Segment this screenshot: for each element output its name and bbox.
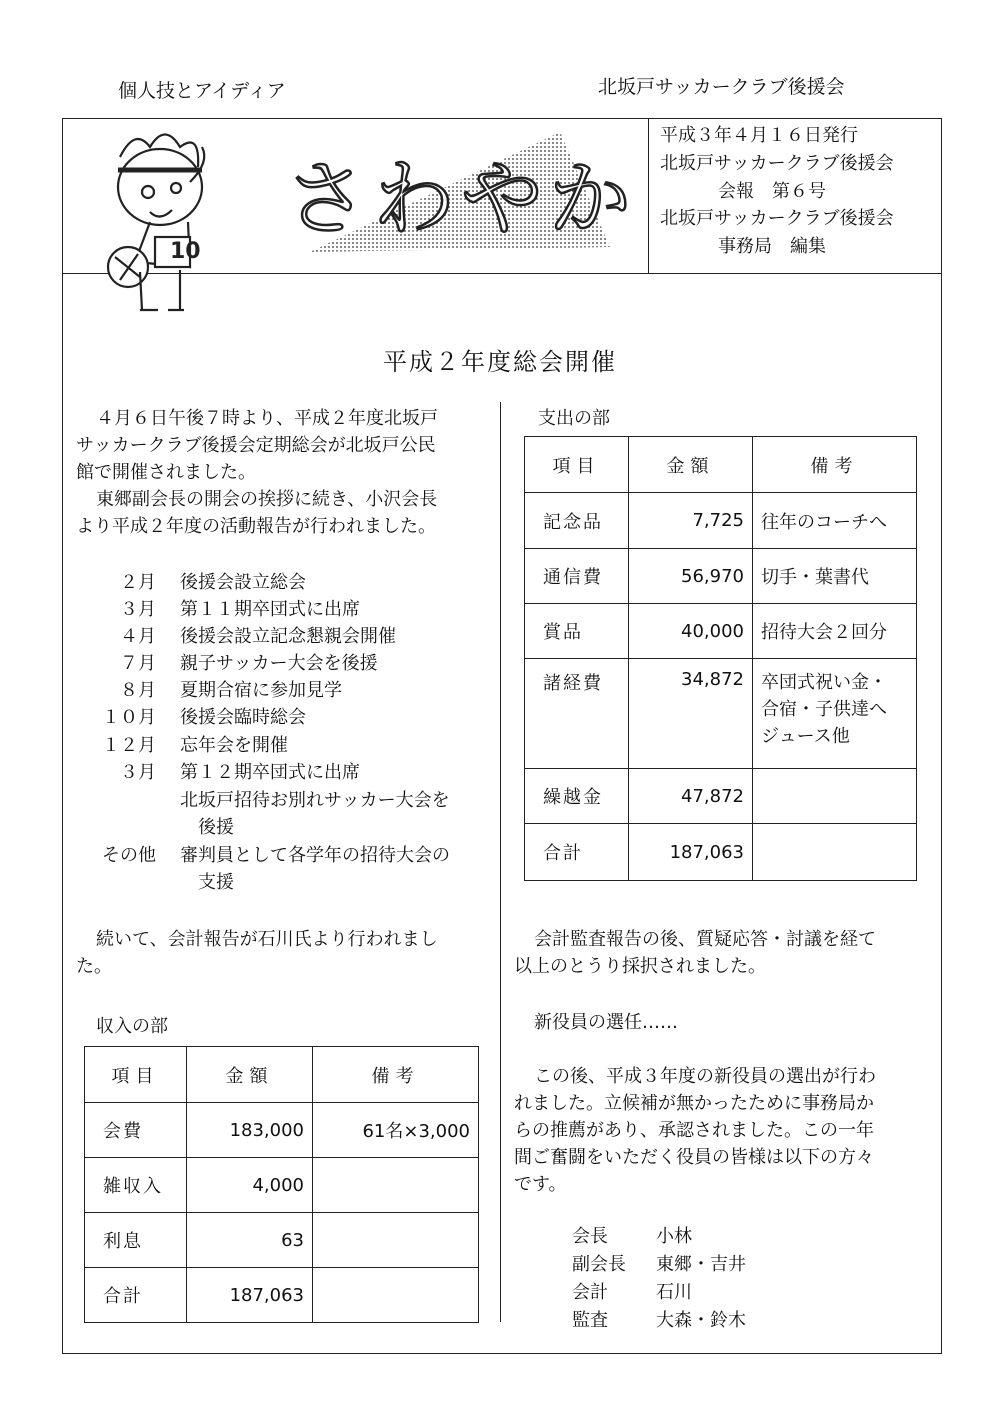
intro-line: より平成２年度の活動報告が行われました。 xyxy=(76,516,436,537)
expense-amount: 40,000 xyxy=(629,604,753,659)
intro-line: ４月６日午後７時より、平成２年度北坂戸 xyxy=(96,408,438,429)
activity-text: 支援 xyxy=(180,872,234,893)
income-note xyxy=(313,1158,479,1213)
publication-editor: 事務局 編集 xyxy=(718,236,826,257)
activity-month: その他 xyxy=(102,845,156,866)
income-table xyxy=(84,1046,479,1323)
income-amount: 4,000 xyxy=(187,1158,313,1213)
table-row xyxy=(85,1158,479,1213)
masthead-artwork xyxy=(80,122,645,317)
audit-line: 以上のとうり採択されました。 xyxy=(514,956,766,977)
header-note: 備考 xyxy=(313,1047,479,1103)
income-note xyxy=(313,1268,479,1323)
expense-note-line: 合宿・子供達へ xyxy=(761,699,887,720)
expense-item: 記念品 xyxy=(525,493,629,549)
activity-text: 第１２期卒団式に出席 xyxy=(180,762,360,783)
activity-month: ２月 xyxy=(120,572,156,593)
activity-text: 審判員として各学年の招待大会の xyxy=(180,845,450,866)
officer-name: 小林 xyxy=(656,1226,692,1247)
table-row xyxy=(525,824,917,881)
officer-role: 監査 xyxy=(572,1310,608,1331)
publication-org: 北坂戸サッカークラブ後援会 xyxy=(660,153,894,174)
mascot-icon xyxy=(108,135,204,311)
header-amount: 金額 xyxy=(629,437,753,493)
publication-editor-org: 北坂戸サッカークラブ後援会 xyxy=(660,208,894,229)
expense-note-line: ジュース他 xyxy=(761,726,850,747)
new-officers-heading: 新役員の選任…… xyxy=(534,1012,678,1033)
new-officers-line: れました。立候補が無かったために事務局か xyxy=(514,1093,874,1114)
expense-note: 切手・葉書代 xyxy=(753,549,917,604)
officer-role: 会計 xyxy=(572,1282,608,1303)
table-header-row xyxy=(85,1047,479,1103)
activity-text: 第１１期卒団式に出席 xyxy=(180,599,360,620)
new-officers-line: らの推薦があり、承認されました。この一年 xyxy=(514,1120,874,1141)
header-note: 備考 xyxy=(753,437,917,493)
expense-note xyxy=(753,824,917,881)
activity-month: ８月 xyxy=(120,680,156,701)
expense-note: 招待大会２回分 xyxy=(753,604,917,659)
activity-text: 後援 xyxy=(180,817,234,838)
table-row xyxy=(525,549,917,604)
expense-amount: 7,725 xyxy=(629,493,753,549)
expense-table xyxy=(524,436,917,881)
expense-item: 諸経費 xyxy=(525,659,629,769)
activity-text: 忘年会を開催 xyxy=(180,735,288,756)
activity-text: 後援会設立記念懇親会開催 xyxy=(180,626,396,647)
income-label: 収入の部 xyxy=(96,1016,168,1037)
activity-month: ７月 xyxy=(120,653,156,674)
expense-item: 賞品 xyxy=(525,604,629,659)
expense-amount: 34,872 xyxy=(629,659,753,769)
expense-note-line: 卒団式祝い金・ xyxy=(761,672,887,693)
expense-item: 通信費 xyxy=(525,549,629,604)
expense-note xyxy=(753,659,917,769)
expense-amount: 187,063 xyxy=(629,824,753,881)
officer-name: 石川 xyxy=(656,1282,692,1303)
header-amount: 金額 xyxy=(187,1047,313,1103)
table-row xyxy=(85,1213,479,1268)
publication-divider xyxy=(648,118,649,273)
expense-note xyxy=(753,769,917,824)
expense-item: 合計 xyxy=(525,824,629,881)
income-amount: 187,063 xyxy=(187,1268,313,1323)
income-note xyxy=(313,1213,479,1268)
publication-issue: 会報 第６号 xyxy=(718,181,826,202)
intro-line: 館で開催されました。 xyxy=(76,462,256,483)
activity-month: １２月 xyxy=(102,735,156,756)
new-officers-line: この後、平成３年度の新役員の選出が行わ xyxy=(534,1066,876,1087)
header-left-text: 個人技とアイディア xyxy=(118,80,286,102)
expense-note: 往年のコーチへ xyxy=(753,493,917,549)
activity-month: １０月 xyxy=(102,707,156,728)
activity-month: ３月 xyxy=(120,599,156,620)
article-title: 平成２年度総会開催 xyxy=(383,348,617,376)
activity-text: 後援会設立総会 xyxy=(180,572,306,593)
officer-name: 東郷・吉井 xyxy=(656,1254,746,1275)
income-item: 利息 xyxy=(85,1213,187,1268)
header-item: 項目 xyxy=(525,437,629,493)
expense-item: 繰越金 xyxy=(525,769,629,824)
table-row xyxy=(525,659,917,769)
activity-text: 夏期合宿に参加見学 xyxy=(180,680,342,701)
officer-name: 大森・鈴木 xyxy=(656,1310,746,1331)
jersey-number: 10 xyxy=(170,239,201,264)
income-note: 61名×3,000 xyxy=(313,1103,479,1158)
audit-line: 会計監査報告の後、質疑応答・討議を経て xyxy=(534,929,876,950)
accounting-line: 続いて、会計報告が石川氏より行われまし xyxy=(96,929,438,950)
column-divider xyxy=(500,402,501,1322)
income-item: 合計 xyxy=(85,1268,187,1323)
table-row xyxy=(85,1103,479,1158)
header-item: 項目 xyxy=(85,1047,187,1103)
table-row xyxy=(525,769,917,824)
income-item: 会費 xyxy=(85,1103,187,1158)
activity-month: ４月 xyxy=(120,626,156,647)
intro-line: 東郷副会長の開会の挨拶に続き、小沢会長 xyxy=(96,489,438,510)
officer-role: 会長 xyxy=(572,1226,608,1247)
table-header-row xyxy=(525,437,917,493)
activity-text: 北坂戸招待お別れサッカー大会を xyxy=(180,790,450,811)
income-item: 雑収入 xyxy=(85,1158,187,1213)
activity-month: ３月 xyxy=(120,762,156,783)
table-row xyxy=(525,604,917,659)
intro-line: サッカークラブ後援会定期総会が北坂戸公民 xyxy=(76,435,436,456)
table-row xyxy=(85,1268,479,1323)
table-row xyxy=(525,493,917,549)
new-officers-line: です。 xyxy=(514,1174,567,1195)
expense-label: 支出の部 xyxy=(538,408,610,429)
officer-role: 副会長 xyxy=(572,1254,626,1275)
publication-date: 平成３年４月１６日発行 xyxy=(660,125,858,146)
activity-text: 後援会臨時総会 xyxy=(180,707,306,728)
activity-text: 親子サッカー大会を後援 xyxy=(180,653,378,674)
accounting-line: た。 xyxy=(76,956,112,977)
new-officers-line: 間ご奮闘をいただく役員の皆様は以下の方々 xyxy=(514,1147,874,1168)
expense-amount: 56,970 xyxy=(629,549,753,604)
header-right-text: 北坂戸サッカークラブ後援会 xyxy=(598,76,845,98)
expense-amount: 47,872 xyxy=(629,769,753,824)
income-amount: 183,000 xyxy=(187,1103,313,1158)
logo-text: さわやか xyxy=(285,152,638,247)
income-amount: 63 xyxy=(187,1213,313,1268)
